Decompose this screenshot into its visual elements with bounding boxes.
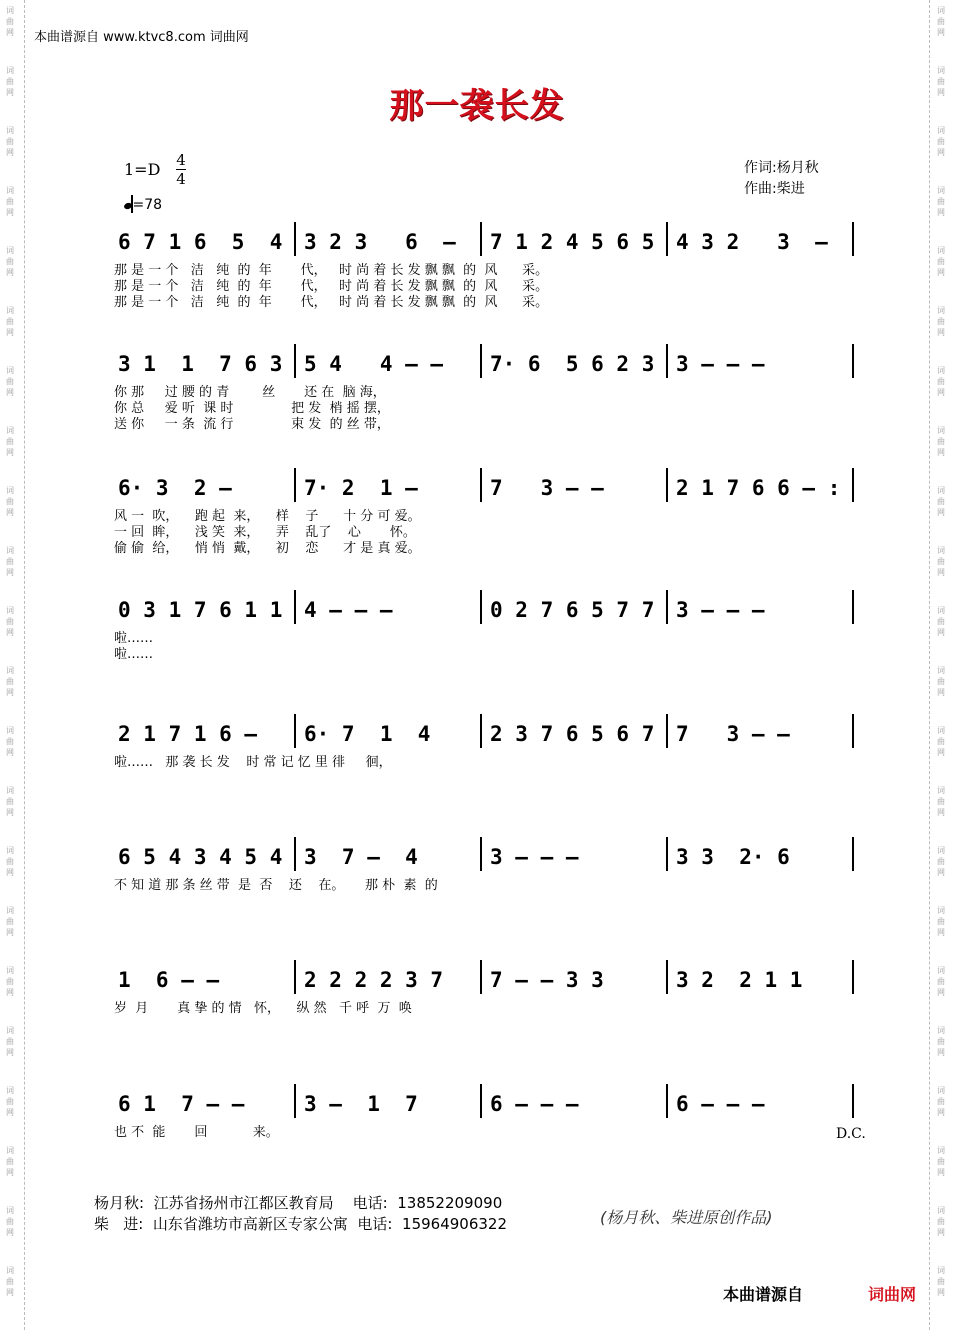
watermark-char: 词 bbox=[6, 1206, 14, 1215]
key-signature: 1=D bbox=[124, 160, 161, 179]
watermark-char: 曲 bbox=[937, 857, 945, 866]
watermark-char: 曲 bbox=[937, 617, 945, 626]
watermark-char: 词 bbox=[937, 846, 945, 855]
watermark-char: 曲 bbox=[937, 1277, 945, 1286]
bar-notes: 6· 3 2 – bbox=[118, 476, 232, 500]
lyric-verse-2: 啦…… bbox=[114, 647, 154, 662]
bar-notes: 4 3 2 3 – bbox=[676, 230, 828, 254]
barline bbox=[852, 222, 854, 256]
bar-notes: 3 2 3 6 – bbox=[304, 230, 456, 254]
watermark-char: 曲 bbox=[937, 1037, 945, 1046]
bar-notes: 7 3 – – bbox=[490, 476, 604, 500]
watermark-char: 词 bbox=[937, 66, 945, 75]
watermark-char: 曲 bbox=[937, 677, 945, 686]
watermark-char: 词 bbox=[937, 366, 945, 375]
bottom-source-site: 词曲网 bbox=[868, 1285, 917, 1304]
contact-info bbox=[94, 1193, 507, 1235]
watermark-char: 曲 bbox=[6, 977, 14, 986]
watermark-char: 词 bbox=[6, 846, 14, 855]
lyric-verse-1: 那 是 一 个 洁 纯 的 年 代， 时 尚 着 长 发 飘 飘 的 风 采。 bbox=[114, 263, 549, 278]
watermark-char: 曲 bbox=[937, 797, 945, 806]
watermark-char: 词 bbox=[937, 726, 945, 735]
watermark-char: 词 bbox=[6, 1026, 14, 1035]
barline bbox=[294, 960, 296, 994]
barline bbox=[852, 590, 854, 624]
watermark-char: 曲 bbox=[6, 1157, 14, 1166]
watermark-char: 网 bbox=[6, 688, 14, 697]
barline bbox=[480, 837, 482, 871]
barline bbox=[294, 590, 296, 624]
watermark-char: 网 bbox=[937, 388, 945, 397]
watermark-char: 词 bbox=[6, 486, 14, 495]
watermark-char: 词 bbox=[937, 966, 945, 975]
watermark-char: 词 bbox=[937, 186, 945, 195]
bar-notes: 3 – – – bbox=[676, 598, 765, 622]
watermark-char: 曲 bbox=[937, 497, 945, 506]
watermark-char: 词 bbox=[6, 666, 14, 675]
watermark-char: 曲 bbox=[6, 677, 14, 686]
bottom-source-label: 本曲谱源自 bbox=[723, 1285, 804, 1304]
watermark-char: 网 bbox=[6, 1288, 14, 1297]
watermark-char: 曲 bbox=[6, 257, 14, 266]
watermark-char: 网 bbox=[937, 1168, 945, 1177]
bar-notes: 6· 7 1 4 bbox=[304, 722, 431, 746]
bar-notes: 3 – – – bbox=[490, 845, 579, 869]
bar-notes: 7 1 2 4 5 6 5 bbox=[490, 230, 655, 254]
watermark-char: 曲 bbox=[937, 977, 945, 986]
time-signature bbox=[176, 152, 186, 187]
watermark-char: 网 bbox=[6, 328, 14, 337]
watermark-char: 网 bbox=[937, 1288, 945, 1297]
bar-notes: 6 1 7 – – bbox=[118, 1092, 245, 1116]
bar-notes: 4 – – – bbox=[304, 598, 393, 622]
watermark-char: 词 bbox=[937, 546, 945, 555]
watermark-char: 网 bbox=[937, 328, 945, 337]
watermark-char: 网 bbox=[6, 1048, 14, 1057]
watermark-char: 曲 bbox=[6, 617, 14, 626]
notation-row bbox=[114, 598, 858, 628]
bar-notes: 3 2 2 1 1 bbox=[676, 968, 803, 992]
watermark-char: 曲 bbox=[937, 437, 945, 446]
time-signature-top: 4 bbox=[176, 151, 186, 169]
bar-notes: 7· 6 5 6 2 3 bbox=[490, 352, 655, 376]
barline bbox=[666, 590, 668, 624]
lyric-verse-1: 也 不 能 回 来。 bbox=[114, 1125, 279, 1140]
watermark-char: 词 bbox=[937, 246, 945, 255]
bar-notes: 7· 2 1 – bbox=[304, 476, 418, 500]
watermark-char: 网 bbox=[937, 268, 945, 277]
watermark-char: 曲 bbox=[937, 137, 945, 146]
watermark-char: 词 bbox=[6, 246, 14, 255]
lyric-verse-1: 你 那 过 腰 的 青 丝 还 在 脑 海， bbox=[114, 385, 386, 400]
lyricist-credit: 作词:杨月秋 bbox=[744, 160, 819, 176]
bar-notes: 2 1 7 6 6 – : bbox=[676, 476, 841, 500]
watermark-char: 曲 bbox=[6, 1217, 14, 1226]
bar-notes: 6 7 1 6 5 4 bbox=[118, 230, 283, 254]
bar-notes: 3 – – – bbox=[676, 352, 765, 376]
barline bbox=[294, 1084, 296, 1118]
watermark-char: 网 bbox=[6, 148, 14, 157]
watermark-char: 曲 bbox=[6, 1097, 14, 1106]
barline bbox=[852, 837, 854, 871]
watermark-char: 网 bbox=[6, 1168, 14, 1177]
bar-notes: 0 3 1 7 6 1 1 bbox=[118, 598, 283, 622]
watermark-char: 词 bbox=[6, 6, 14, 15]
watermark-char: 曲 bbox=[937, 737, 945, 746]
watermark-char: 网 bbox=[937, 448, 945, 457]
barline bbox=[852, 1084, 854, 1118]
watermark-char: 曲 bbox=[6, 737, 14, 746]
notation-row bbox=[114, 230, 858, 260]
bar-notes: 1 6 – – bbox=[118, 968, 220, 992]
watermark-char: 词 bbox=[6, 126, 14, 135]
lyric-verse-1: 啦…… 那 袭 长 发 时 常 记 忆 里 徘 徊， bbox=[114, 755, 392, 770]
barline bbox=[852, 344, 854, 378]
watermark-char: 曲 bbox=[6, 437, 14, 446]
barline bbox=[666, 960, 668, 994]
bar-notes: 7 3 – – bbox=[676, 722, 790, 746]
watermark-char: 曲 bbox=[6, 17, 14, 26]
bar-notes: 2 3 7 6 5 6 7 bbox=[490, 722, 655, 746]
bar-notes: 6 – – – bbox=[676, 1092, 765, 1116]
watermark-char: 曲 bbox=[937, 377, 945, 386]
barline bbox=[666, 837, 668, 871]
lyric-verse-1: 啦…… bbox=[114, 631, 154, 646]
composer-credit: 作曲:柴进 bbox=[744, 181, 805, 197]
lyric-verse-3: 送 你 一 条 流 行 束 发 的 丝 带， bbox=[114, 417, 390, 432]
watermark-char: 网 bbox=[937, 508, 945, 517]
watermark-char: 网 bbox=[937, 988, 945, 997]
bar-notes: 2 2 2 2 3 7 bbox=[304, 968, 444, 992]
watermark-char: 曲 bbox=[6, 317, 14, 326]
watermark-char: 曲 bbox=[6, 1037, 14, 1046]
watermark-char: 网 bbox=[6, 448, 14, 457]
barline bbox=[480, 714, 482, 748]
watermark-char: 曲 bbox=[6, 917, 14, 926]
notation-row bbox=[114, 1092, 858, 1122]
lyric-verse-2: 一 回 眸， 浅 笑 来， 弄 乱了 心 怀。 bbox=[114, 525, 416, 540]
watermark-char: 词 bbox=[937, 606, 945, 615]
watermark-char: 网 bbox=[6, 988, 14, 997]
watermark-char: 网 bbox=[937, 688, 945, 697]
watermark-char: 词 bbox=[6, 606, 14, 615]
watermark-char: 网 bbox=[6, 1228, 14, 1237]
watermark-char: 网 bbox=[937, 928, 945, 937]
bar-notes: 2 1 7 1 6 – bbox=[118, 722, 258, 746]
notation-row bbox=[114, 722, 858, 752]
watermark-char: 曲 bbox=[6, 77, 14, 86]
watermark-char: 词 bbox=[6, 186, 14, 195]
barline bbox=[294, 468, 296, 502]
watermark-char: 曲 bbox=[6, 857, 14, 866]
tempo-mark bbox=[124, 195, 162, 213]
watermark-char: 曲 bbox=[937, 1157, 945, 1166]
watermark-char: 网 bbox=[6, 628, 14, 637]
watermark-char: 网 bbox=[937, 748, 945, 757]
bar-notes: 5 4 4 – – bbox=[304, 352, 444, 376]
lyric-verse-2: 你 总 爱 听 课 时 把 发 梢 摇 摆， bbox=[114, 401, 390, 416]
watermark-char: 网 bbox=[6, 568, 14, 577]
watermark-char: 网 bbox=[6, 868, 14, 877]
barline bbox=[852, 960, 854, 994]
watermark-char: 网 bbox=[937, 148, 945, 157]
watermark-char: 词 bbox=[6, 1086, 14, 1095]
barline bbox=[294, 344, 296, 378]
watermark-char: 曲 bbox=[6, 197, 14, 206]
watermark-char: 网 bbox=[937, 808, 945, 817]
watermark-char: 网 bbox=[937, 1228, 945, 1237]
watermark-char: 词 bbox=[937, 1086, 945, 1095]
barline bbox=[480, 222, 482, 256]
watermark-char: 网 bbox=[937, 88, 945, 97]
song-title: 那一袭长发 bbox=[389, 86, 565, 126]
contact-line-1: 杨月秋: 江苏省扬州市江都区教育局 电话: 13852209090 bbox=[94, 1194, 503, 1212]
tempo-value: =78 bbox=[132, 197, 163, 213]
bar-notes: 3 – 1 7 bbox=[304, 1092, 418, 1116]
watermark-char: 网 bbox=[6, 808, 14, 817]
watermark-char: 曲 bbox=[937, 557, 945, 566]
watermark-char: 词 bbox=[6, 906, 14, 915]
lyric-verse-3: 那 是 一 个 洁 纯 的 年 代， 时 尚 着 长 发 飘 飘 的 风 采。 bbox=[114, 295, 549, 310]
watermark-char: 曲 bbox=[937, 257, 945, 266]
barline bbox=[666, 344, 668, 378]
watermark-char: 词 bbox=[937, 486, 945, 495]
watermark-char: 词 bbox=[6, 786, 14, 795]
barline bbox=[852, 468, 854, 502]
credits bbox=[744, 158, 819, 200]
watermark-char: 词 bbox=[6, 1146, 14, 1155]
watermark-char: 曲 bbox=[6, 797, 14, 806]
watermark-char: 词 bbox=[6, 426, 14, 435]
watermark-char: 词 bbox=[937, 6, 945, 15]
watermark-char: 网 bbox=[6, 748, 14, 757]
notation-row bbox=[114, 968, 858, 998]
watermark-char: 词 bbox=[6, 546, 14, 555]
watermark-char: 词 bbox=[6, 306, 14, 315]
barline bbox=[666, 1084, 668, 1118]
watermark-char: 网 bbox=[937, 868, 945, 877]
watermark-char: 词 bbox=[6, 366, 14, 375]
watermark-char: 曲 bbox=[6, 497, 14, 506]
watermark-char: 网 bbox=[937, 208, 945, 217]
bar-notes: 6 – – – bbox=[490, 1092, 579, 1116]
watermark-char: 词 bbox=[937, 1146, 945, 1155]
lyric-verse-2: 那 是 一 个 洁 纯 的 年 代， 时 尚 着 长 发 飘 飘 的 风 采。 bbox=[114, 279, 549, 294]
watermark-char: 曲 bbox=[937, 77, 945, 86]
lyric-verse-1: 岁 月 真 挚 的 情 怀， 纵 然 千 呼 万 唤 bbox=[114, 1001, 412, 1016]
watermark-char: 网 bbox=[6, 268, 14, 277]
barline bbox=[480, 590, 482, 624]
watermark-char: 词 bbox=[937, 786, 945, 795]
watermark-char: 网 bbox=[937, 568, 945, 577]
watermark-char: 词 bbox=[937, 126, 945, 135]
watermark-char: 网 bbox=[6, 1108, 14, 1117]
source-header: 本曲谱源自 www.ktvc8.com 词曲网 bbox=[34, 30, 249, 45]
watermark-char: 词 bbox=[6, 66, 14, 75]
barline bbox=[480, 960, 482, 994]
watermark-char: 曲 bbox=[6, 1277, 14, 1286]
watermark-char: 网 bbox=[6, 508, 14, 517]
watermark-char: 词 bbox=[937, 1266, 945, 1275]
notation-row bbox=[114, 476, 858, 506]
watermark-char: 网 bbox=[6, 88, 14, 97]
watermark-char: 曲 bbox=[937, 17, 945, 26]
watermark-char: 曲 bbox=[6, 137, 14, 146]
barline bbox=[852, 714, 854, 748]
barline bbox=[294, 222, 296, 256]
barline bbox=[294, 714, 296, 748]
notation-row bbox=[114, 352, 858, 382]
time-signature-bottom: 4 bbox=[176, 170, 186, 188]
da-capo-mark: D.C. bbox=[836, 1126, 866, 1142]
watermark-char: 网 bbox=[6, 388, 14, 397]
watermark-char: 词 bbox=[6, 726, 14, 735]
watermark-char: 词 bbox=[6, 966, 14, 975]
watermark-char: 词 bbox=[937, 666, 945, 675]
bar-notes: 7 – – 3 3 bbox=[490, 968, 604, 992]
watermark-char: 曲 bbox=[937, 1217, 945, 1226]
watermark-char: 网 bbox=[937, 1108, 945, 1117]
watermark-char: 词 bbox=[937, 906, 945, 915]
watermark-char: 网 bbox=[6, 28, 14, 37]
barline bbox=[480, 468, 482, 502]
bar-notes: 3 7 – 4 bbox=[304, 845, 418, 869]
watermark-char: 词 bbox=[937, 306, 945, 315]
contact-line-2: 柴 进: 山东省潍坊市高新区专家公寓 电话: 15964906322 bbox=[94, 1215, 507, 1233]
barline bbox=[480, 344, 482, 378]
watermark-char: 曲 bbox=[937, 917, 945, 926]
lyric-verse-1: 风 一 吹， 跑 起 来， 样 子 十 分 可 爱。 bbox=[114, 509, 421, 524]
barline bbox=[666, 714, 668, 748]
barline bbox=[666, 468, 668, 502]
watermark-char: 网 bbox=[937, 1048, 945, 1057]
watermark-char: 曲 bbox=[6, 557, 14, 566]
lyric-verse-1: 不 知 道 那 条 丝 带 是 否 还 在。 那 朴 素 的 bbox=[114, 878, 438, 893]
barline bbox=[294, 837, 296, 871]
watermark-char: 词 bbox=[937, 1206, 945, 1215]
watermark-char: 曲 bbox=[937, 1097, 945, 1106]
watermark-char: 网 bbox=[937, 28, 945, 37]
lyric-verse-3: 偷 偷 给， 悄 悄 戴， 初 恋 才 是 真 爱。 bbox=[114, 541, 421, 556]
watermark-char: 词 bbox=[937, 426, 945, 435]
barline bbox=[480, 1084, 482, 1118]
barline bbox=[666, 222, 668, 256]
watermark-char: 词 bbox=[6, 1266, 14, 1275]
bar-notes: 3 3 2· 6 bbox=[676, 845, 790, 869]
bar-notes: 6 5 4 3 4 5 4 bbox=[118, 845, 283, 869]
watermark-char: 网 bbox=[6, 208, 14, 217]
watermark-char: 曲 bbox=[6, 377, 14, 386]
watermark-char: 曲 bbox=[937, 197, 945, 206]
bar-notes: 0 2 7 6 5 7 7 bbox=[490, 598, 655, 622]
watermark-char: 网 bbox=[937, 628, 945, 637]
original-work-note: (杨月秋、柴进原创作品) bbox=[600, 1208, 773, 1227]
notation-row bbox=[114, 845, 858, 875]
bar-notes: 3 1 1 7 6 3 bbox=[118, 352, 283, 376]
watermark-char: 词 bbox=[937, 1026, 945, 1035]
watermark-char: 曲 bbox=[937, 317, 945, 326]
watermark-char: 网 bbox=[6, 928, 14, 937]
